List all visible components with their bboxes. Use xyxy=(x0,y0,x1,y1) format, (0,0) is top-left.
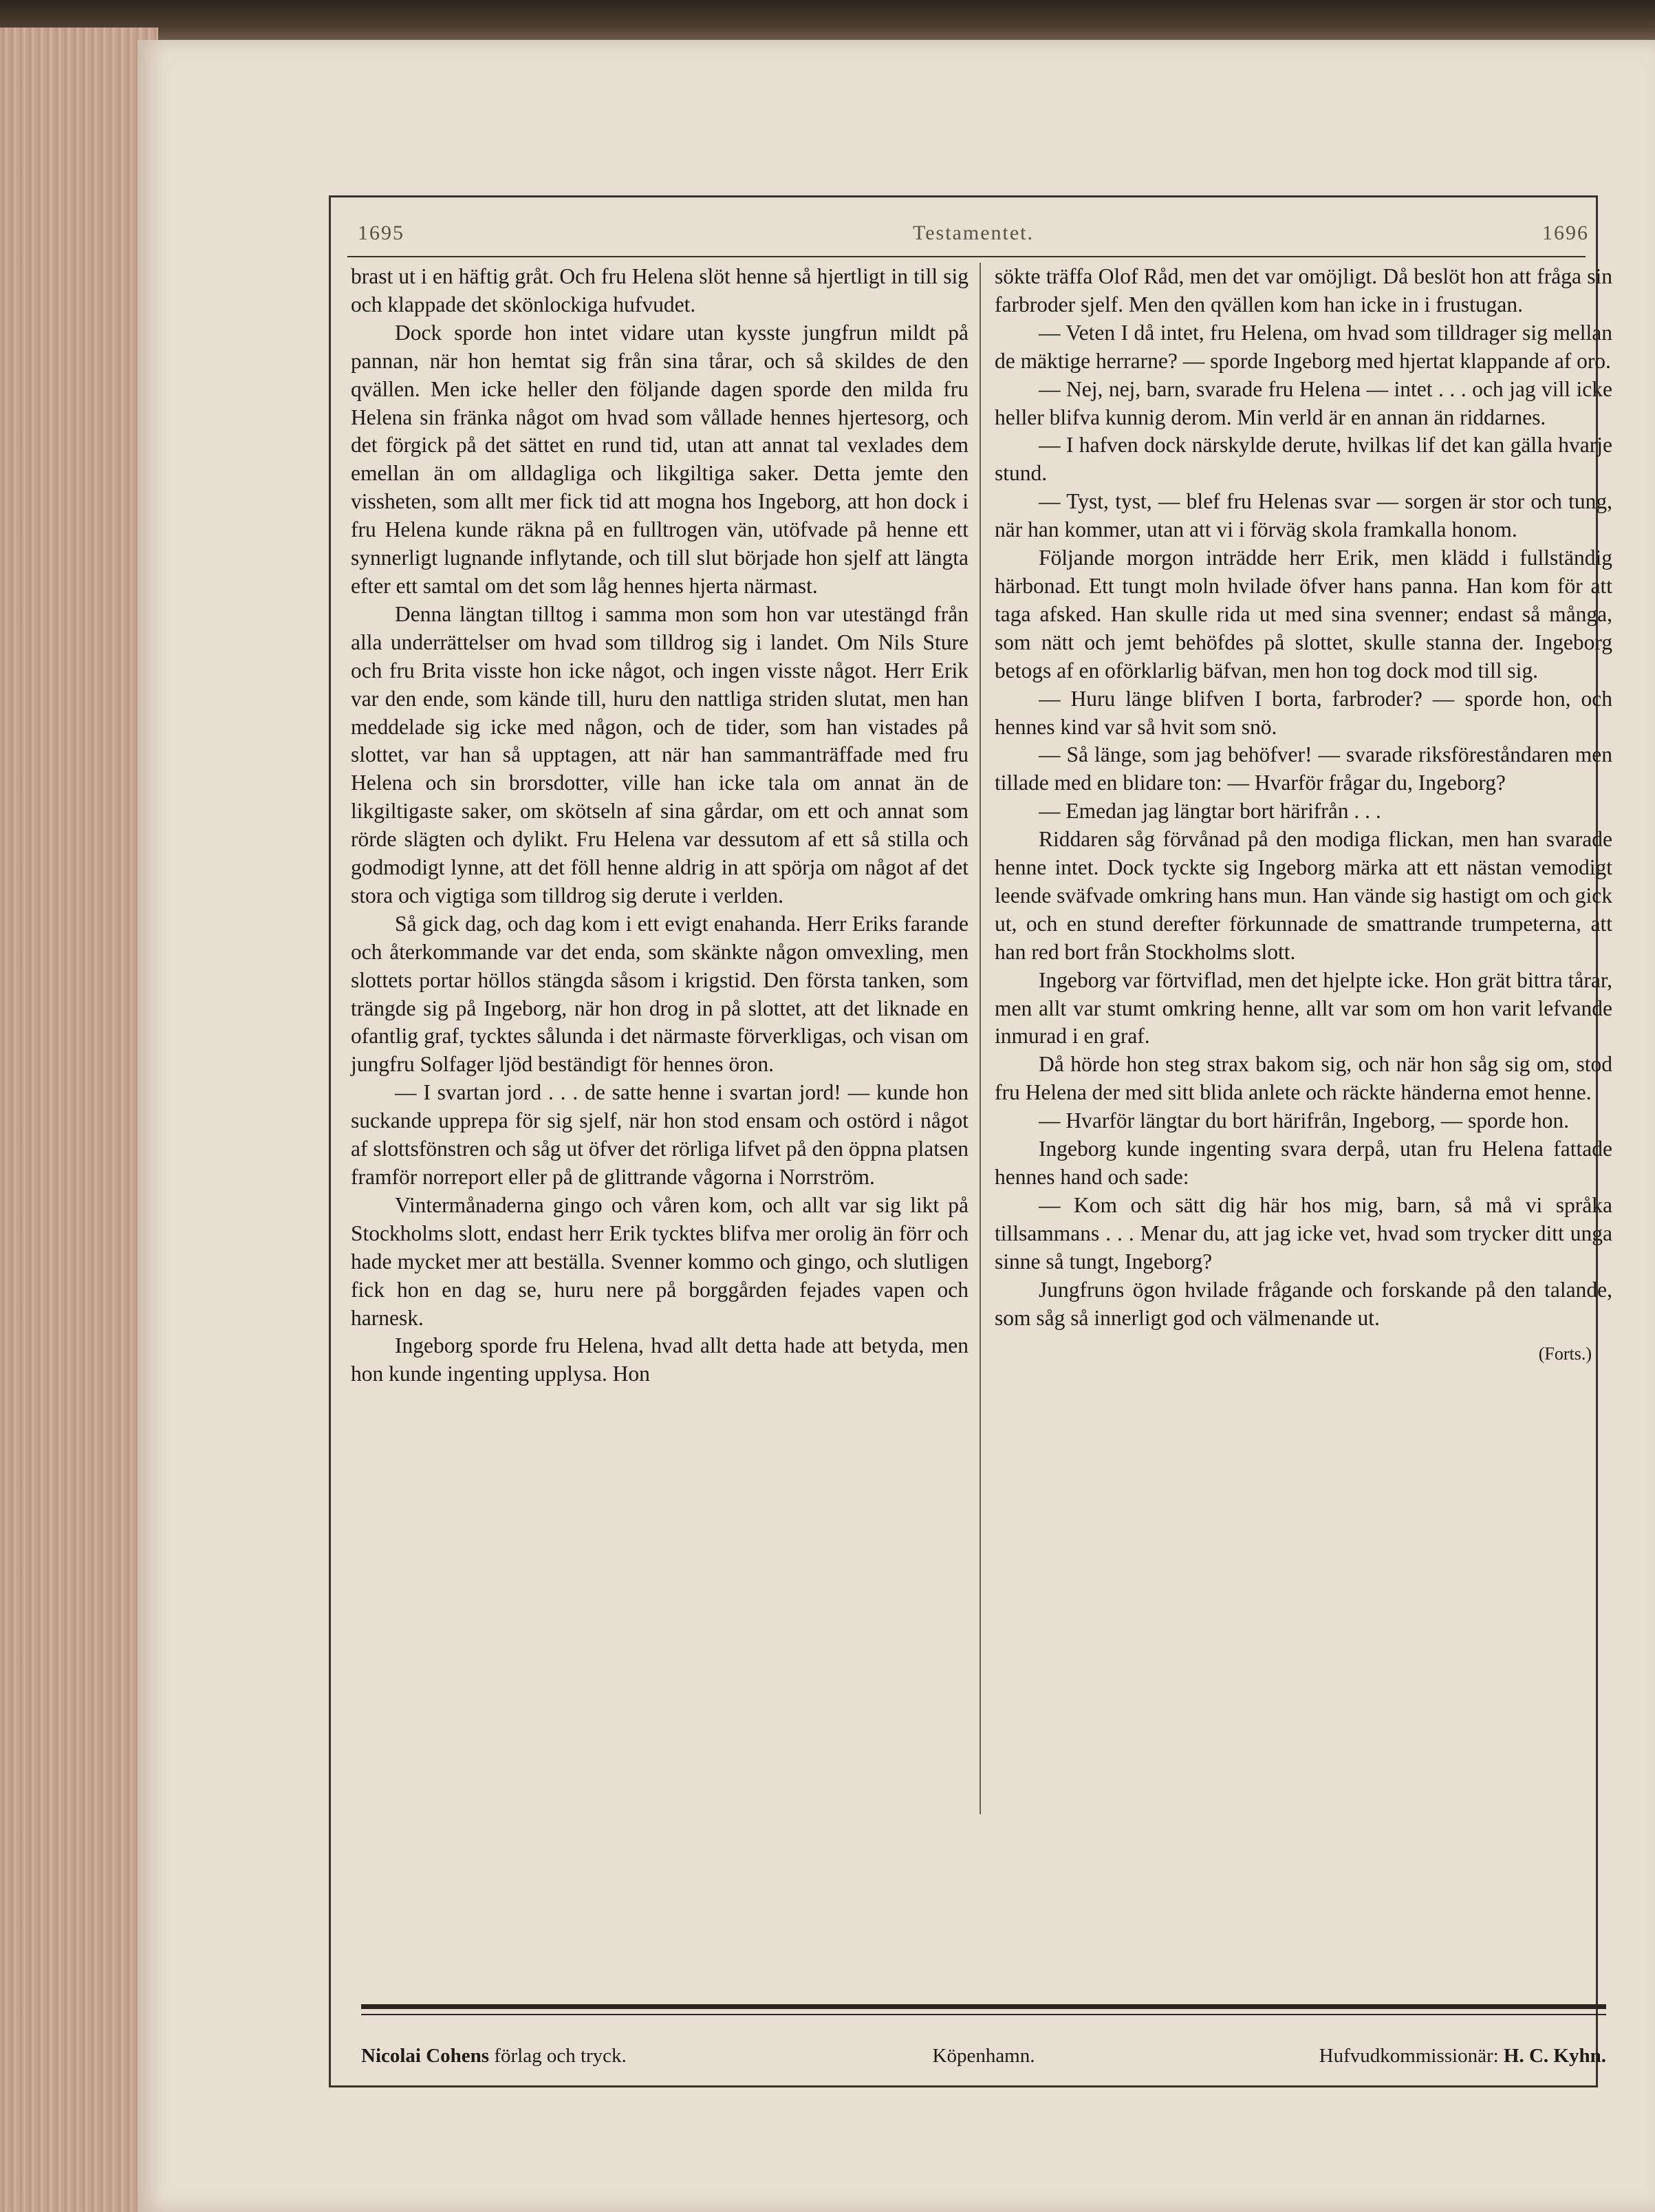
paragraph: Riddaren såg förvånad på den modiga flickan, men han svarade henne intet. Dock tyckte sig Ingeborg märka att ett nästan vemodigt leende sväfvade omkring hans mun. Han vände sig hastigt om och gick ut, och en stund derefter förkunnade de smattrande trumpeterna, att han red bort från Stockholms slott. xyxy=(995,827,1612,964)
paragraph: — Så länge, som jag behöfver! — svarade riksföreståndaren men tillade med en blidare ton: — Hvarför frågar du, Ingeborg? xyxy=(995,742,1612,795)
paragraph: — Hvarför längtar du bort härifrån, Ingeborg, — sporde hon. xyxy=(1039,1108,1569,1133)
continued-note: (Forts.) xyxy=(1538,1344,1592,1364)
paragraph: Vintermånaderna gingo och våren kom, och allt var sig likt på Stockholms slott, endast herr Erik tycktes blifva mer orolig än förr och hade mycket mer att beställa. Svenner kommo och gingo, och slutligen fick hon en dag se, huru nere på borggården fejades vapen och harnesk. xyxy=(351,1192,969,1330)
paragraph: — I hafven dock närskylde derute, hvilkas lif det kan gälla hvarje stund. xyxy=(995,433,1612,486)
footer-rule-thin xyxy=(361,2014,1606,2015)
column-divider xyxy=(980,263,981,1814)
publisher-name: Nicolai Cohens xyxy=(361,2045,490,2067)
commission-name: H. C. Kyhn. xyxy=(1503,2045,1606,2067)
paragraph: Ingeborg kunde ingenting svara derpå, utan fru Helena fattade hennes hand och sade: xyxy=(995,1137,1612,1189)
paragraph: Följande morgon inträdde herr Erik, men klädd i fullständig härbonad. Ett tungt moln hvilade öfver hans panna. Han kom för att taga afsked. Han skulle rida ut med sina svenner; endast så många, som nätt och jemt behöfdes på slottet, skulle stanna der. Ingeborg betogs af en oförklarlig bäfvan, men hon tog dock mod till sig. xyxy=(995,546,1612,683)
right-page-number: 1696 xyxy=(1542,222,1589,244)
right-text-column xyxy=(995,263,1612,1368)
footer-rule-thick xyxy=(361,2004,1606,2009)
paragraph: — Tyst, tyst, — blef fru Helenas svar — sorgen är stor och tung, när han kommer, utan att vi i förväg skola framkalla honom. xyxy=(995,489,1612,542)
running-title: Testamentet. xyxy=(912,222,1034,244)
page-stack-edge xyxy=(0,28,158,2212)
imprint-city: Köpenhamn. xyxy=(932,2045,1035,2067)
paragraph: — Emedan jag längtar bort härifrån . . . xyxy=(1039,799,1381,824)
left-page-number: 1695 xyxy=(358,222,404,244)
paragraph: — I svartan jord . . . de satte henne i svartan jord! — kunde hon suckande upprepa för sig sjelf, när hon stod ensam och ostörd i något af slottsfönstren och såg ut öfver det rörliga lifvet på den öppna platsen framför norreport eller på de glittrande vågorna i Norrström. xyxy=(351,1080,969,1189)
publisher-rest: förlag och tryck. xyxy=(489,2045,627,2067)
running-head xyxy=(358,222,1589,256)
paragraph: Så gick dag, och dag kom i ett evigt enahanda. Herr Eriks farande och återkommande var det enda, som skänkte någon omvexling, men slottets portar höllos stängda såsom i krigstid. Den första tanken, som trängde sig på Ingeborg, när hon drog in på slottet, att det liknade en ofantlig graf, tycktes sålunda i det närmaste förverkligas, och visan om jungfru Solfager ljöd beständigt för hennes öron. xyxy=(351,911,969,1077)
paragraph: brast ut i en häftig gråt. Och fru Helena slöt henne så hjertligt in till sig och klappade det skönlockiga hufvudet. xyxy=(351,264,969,316)
paragraph: sökte träffa Olof Råd, men det var omöjligt. Då beslöt hon att fråga sin farbroder sjelf. Men den qvällen kom han icke in i frustugan. xyxy=(995,264,1612,316)
header-rule xyxy=(347,256,1586,257)
paragraph: — Kom och sätt dig här hos mig, barn, så må vi språka tillsammans . . . Menar du, att jag icke vet, hvad som trycker ditt unga sinne så tungt, Ingeborg? xyxy=(995,1192,1612,1274)
paragraph: Då hörde hon steg strax bakom sig, och när hon såg sig om, stod fru Helena der med sitt blida anlete och räckte händerna emot henne. xyxy=(995,1052,1612,1105)
paragraph: Dock sporde hon intet vidare utan kysste jungfrun mildt på pannan, när hon hemtat sig från sina tårar, och så skildes de den qvällen. Men icke heller den följande dagen sporde den milda fru Helena sin fränka något om hvad som vållade hennes hjertesorg, och det förgick på det sättet en rund tid, utan att annat tal vexlades dem emellan än om alldagliga och likgiltiga saker. Detta jemte den vissheten, som allt mer fick tid att mogna hos Ingeborg, att hon dock i fru Helena kunde räkna på en fulltrogen vän, utöfvade på henne ett synnerligt lugnande inflytande, och till slut började hon sjelf att längta efter ett samtal om det som låg hennes hjerta närmast. xyxy=(351,320,969,598)
commission-imprint xyxy=(1319,2045,1606,2068)
paragraph: Ingeborg var förtviflad, men det hjelpte icke. Hon grät bittra tårar, men allt var stumt omkring henne, allt var som om hon varit lefvande inmurad i en graf. xyxy=(995,967,1612,1049)
paragraph: Denna längtan tilltog i samma mon som hon var utestängd från alla underrättelser om hvad som tilldrog sig i landet. Om Nils Sture och fru Brita visste hon icke något, och ingen visste något. Herr Erik var den ende, som kände till, huru den nattliga striden slutat, men han meddelade sig icke med någon, och de tider, som han vistades på slottet, var han så upptagen, att när han sammanträffade med fru Helena och sin brorsdotter, ville han icke tala om annat än de likgiltigaste saker, om skötseln af sina gårdar, om ett och annat som rörde slägten och dylikt. Fru Helena var dessutom af ett så stilla och godmodigt lynne, att det föll henne aldrig in att spörja om något af det stora och vigtiga som tilldrog sig derute i verlden. xyxy=(351,601,969,908)
paragraph: — Nej, nej, barn, svarade fru Helena — intet . . . och jag vill icke heller blifva kunnig derom. Min verld är en annan än riddarnes. xyxy=(995,376,1612,429)
imprint-footer xyxy=(361,2045,1606,2075)
commission-label: Hufvudkommissionär: xyxy=(1319,2045,1504,2067)
paragraph: — Veten I då intet, fru Helena, om hvad som tilldrager sig mellan de mäktige herrarne? — sporde Ingeborg med hjertat klappande af oro. xyxy=(995,320,1612,373)
paragraph: — Huru länge blifven I borta, farbroder? — sporde hon, och hennes kind var så hvit som snö. xyxy=(995,686,1612,739)
paragraph: Ingeborg sporde fru Helena, hvad allt detta hade att betyda, men hon kunde ingenting upplysa. Hon xyxy=(351,1333,969,1386)
paragraph: Jungfruns ögon hvilade frågande och forskande på den talande, som såg så innerligt god och välmenande ut. xyxy=(995,1277,1612,1330)
left-text-column xyxy=(351,263,969,1388)
